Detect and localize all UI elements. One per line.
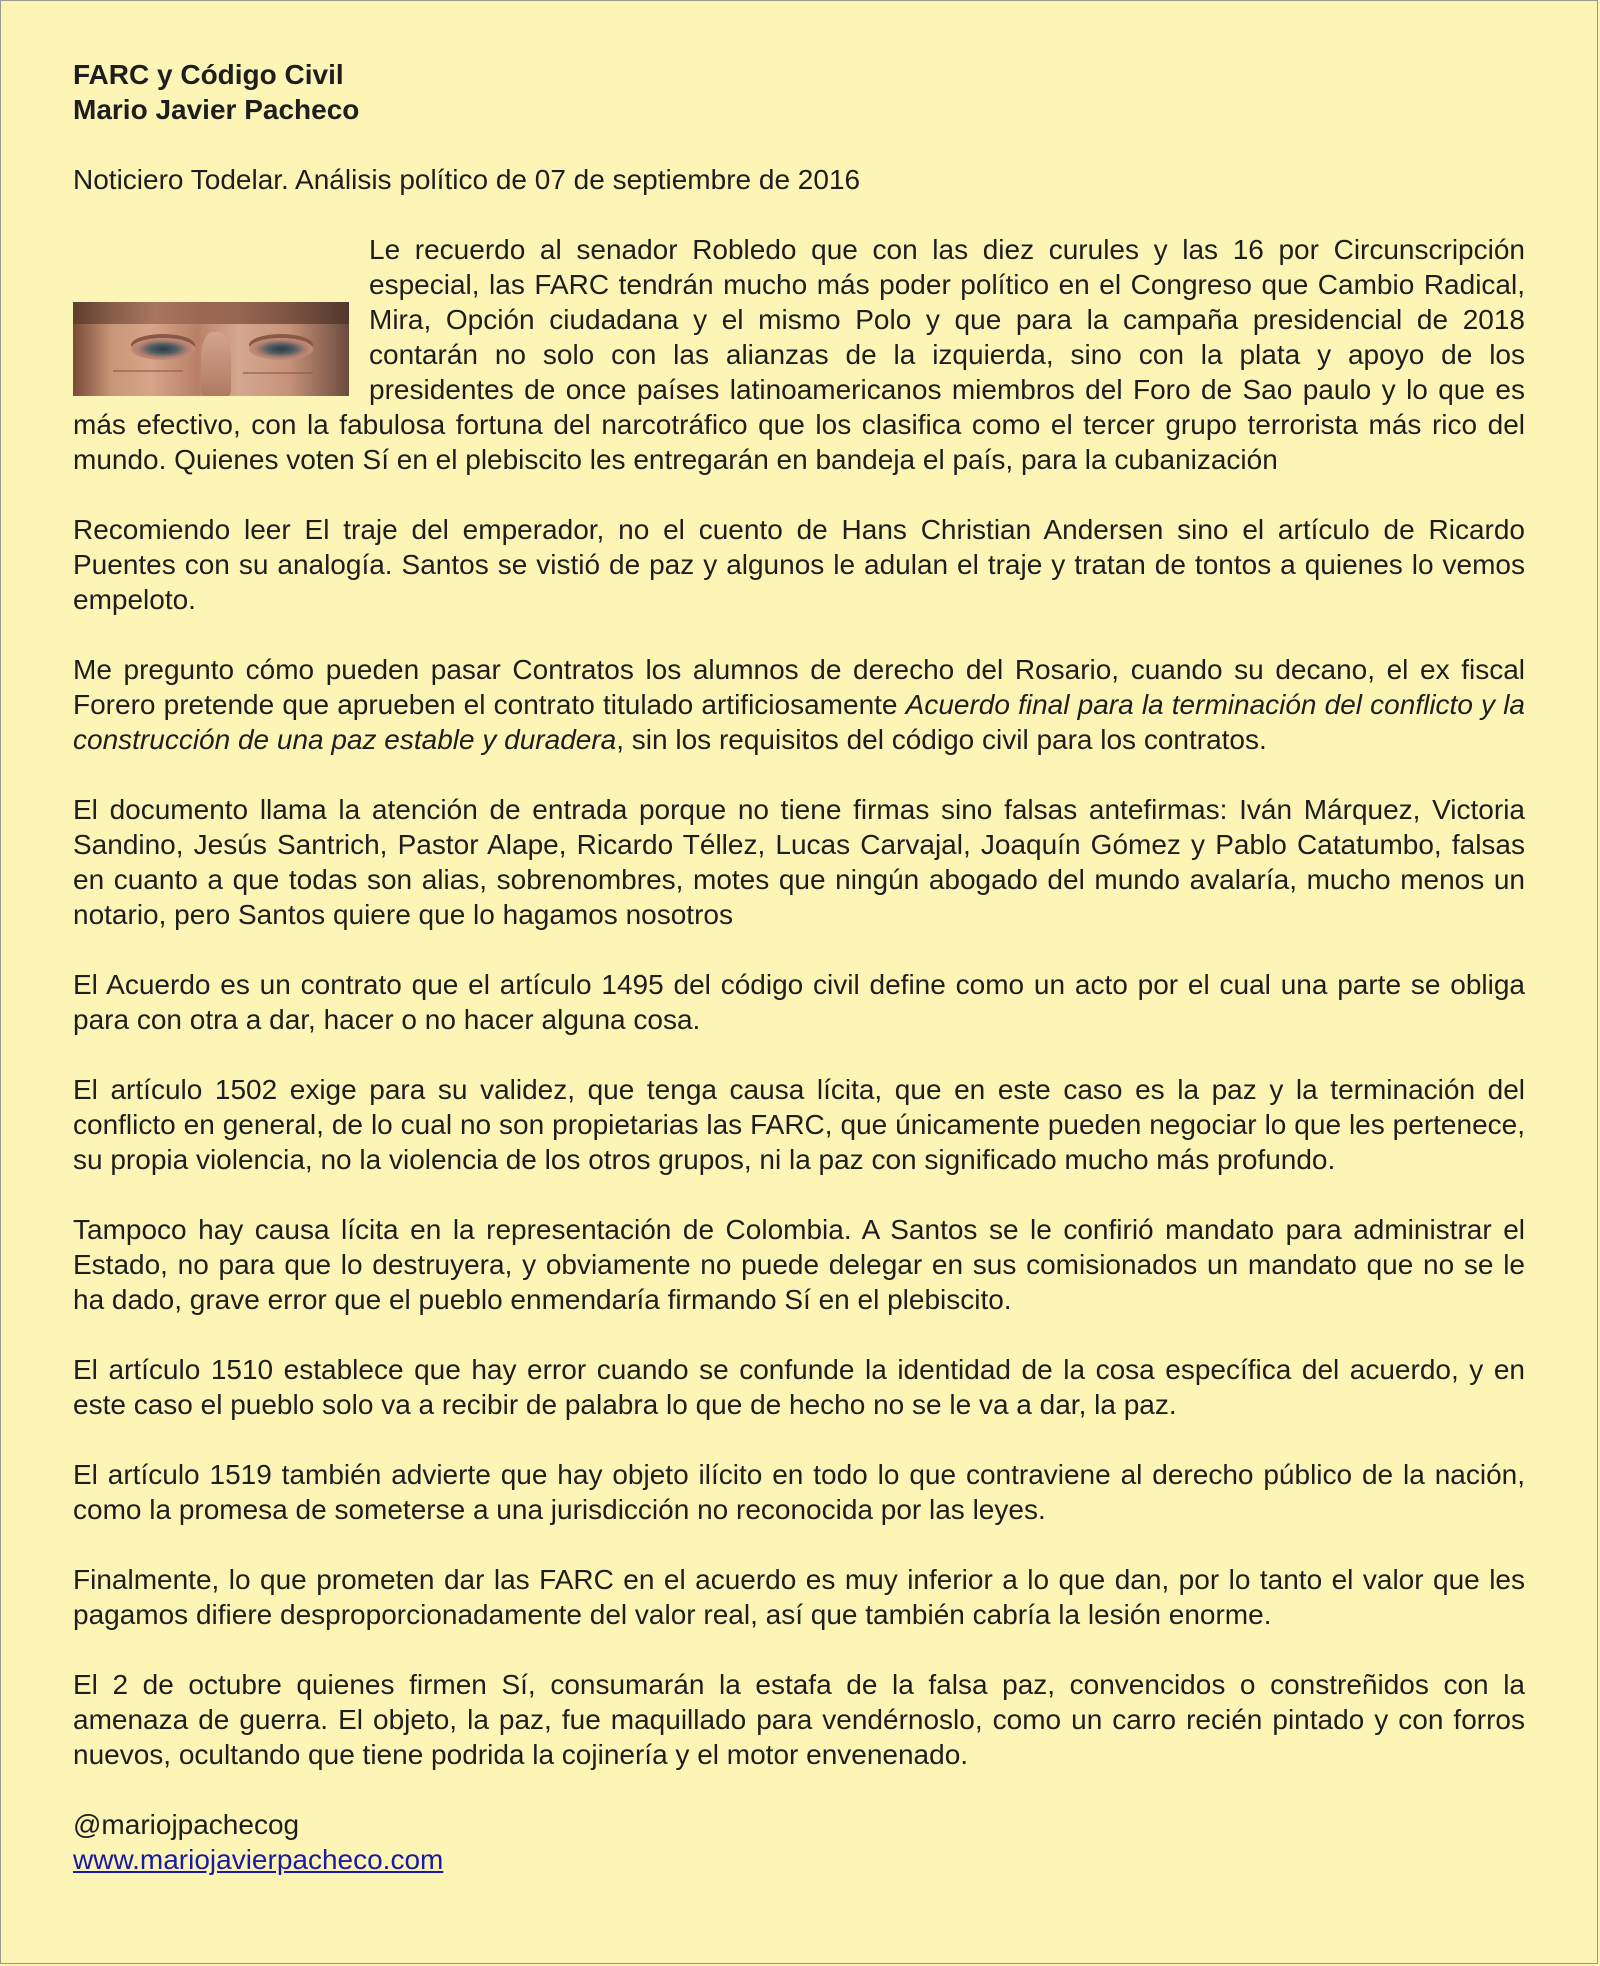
paragraph-1-container (73, 232, 1525, 477)
paragraph-8: El artículo 1510 establece que hay error cuando se confunde la identidad de la cosa específica del acuerdo, y en este caso el pueblo solo va a recibir de palabra lo que de hecho no se le va a dar, la paz. (73, 1354, 1525, 1420)
paragraph-5: El Acuerdo es un contrato que el artículo 1495 del código civil define como un acto por el cual una parte se obliga para con otra a dar, hacer o no hacer alguna cosa. (73, 969, 1525, 1035)
article-title: FARC y Código Civil (73, 59, 344, 90)
author-photo (73, 302, 349, 396)
paragraph-9: El artículo 1519 también advierte que hay objeto ilícito en todo lo que contraviene al derecho público de la nación, como la promesa de someterse a una jurisdicción no reconocida por las leyes. (73, 1459, 1525, 1525)
paragraph-6: El artículo 1502 exige para su validez, que tenga causa lícita, que en este caso es la paz y la terminación del conflicto en general, de lo cual no son propietarias las FARC, que únicamente pueden negociar lo que les pertenece, su propia violencia, no la violencia de los otros grupos, ni la paz con significado mucho más profundo. (73, 1074, 1525, 1175)
photo-hair-band (73, 302, 349, 324)
paragraph-11: El 2 de octubre quienes firmen Sí, consumarán la estafa de la falsa paz, convencidos o constreñidos con la amenaza de guerra. El objeto, la paz, fue maquillado para vendérnoslo, como un carro recién pintado y con forros nuevos, ocultando que tiene podrida la cojinería y el motor envenenado. (73, 1669, 1525, 1770)
photo-right-eye (249, 338, 313, 360)
photo-wrinkle (243, 372, 313, 374)
photo-left-eye (131, 338, 195, 360)
website-link[interactable]: www.mariojavierpacheco.com (73, 1844, 444, 1875)
paragraph-3-italic: Acuerdo final para la terminación del conflicto y la construcción de una paz estable y duradera (73, 689, 1526, 755)
photo-wrinkle (113, 370, 183, 372)
paragraph-3 (73, 652, 1525, 757)
paragraph-2: Recomiendo leer El traje del emperador, no el cuento de Hans Christian Andersen sino el artículo de Ricardo Puentes con su analogía. Santos se vistió de paz y algunos le adulan el traje y tratan de tontos a quienes lo vemos empeloto. (73, 514, 1525, 615)
article-subtitle: Noticiero Todelar. Análisis político de 07 de septiembre de 2016 (73, 164, 861, 195)
photo-nose (201, 332, 231, 396)
paragraph-7: Tampoco hay causa lícita en la representación de Colombia. A Santos se le confirió mandato para administrar el Estado, no para que lo destruyera, y obviamente no puede delegar en sus comisionados un mandato que no se le ha dado, grave error que el pueblo enmendaría firmando Sí en el plebiscito. (73, 1214, 1525, 1315)
paragraph-1 (73, 232, 1525, 477)
twitter-handle: @mariojpachecog (73, 1809, 300, 1840)
paragraph-3-start: Me pregunto cómo pueden pasar Contratos los alumnos de derecho del Rosario, cuando su decano, el ex fiscal Forero pretende que aprueben el contrato titulado artificiosamente (73, 654, 1525, 720)
paragraph-4: El documento llama la atención de entrada porque no tiene firmas sino falsas antefirmas: Iván Márquez, Victoria Sandino, Jesús Santrich, Pastor Alape, Ricardo Téllez, Lucas Carvajal, Joaquín Gómez y Pablo Catatumbo, falsas en cuanto a que todas son alias, sobrenombres, motes que ningún abogado del mundo avalaría, mucho menos un notario, pero Santos quiere que lo hagamos nosotros (73, 794, 1525, 930)
paragraph-1-text: Le recuerdo al senador Robledo que con las diez curules y las 16 por Circunscripción especial, las FARC tendrán mucho más poder político en el Congreso que Cambio Radical, Mira, Opción ciudadana y el mismo Polo y que para la campaña presidencial de 2018 contarán no solo con las alianzas de la izquierda, sino con la plata y apoyo de los presidentes de once países latinoamericanos miembros del Foro de Sao paulo y lo que es más efectivo, con la fabulosa fortuna del narcotráfico que los clasifica como el tercer grupo terrorista más rico del mundo. Quienes voten Sí en el plebiscito les entregarán en bandeja el país, para la cubanización (73, 234, 1525, 475)
author-name: Mario Javier Pacheco (73, 94, 360, 125)
paragraph-10: Finalmente, lo que prometen dar las FARC en el acuerdo es muy inferior a lo que dan, por lo tanto el valor que les pagamos difiere desproporcionadamente del valor real, así que también cabría la lesión enorme. (73, 1564, 1525, 1630)
paragraph-3-end: , sin los requisitos del código civil para los contratos. (616, 724, 1267, 755)
article-body (73, 57, 1525, 1877)
